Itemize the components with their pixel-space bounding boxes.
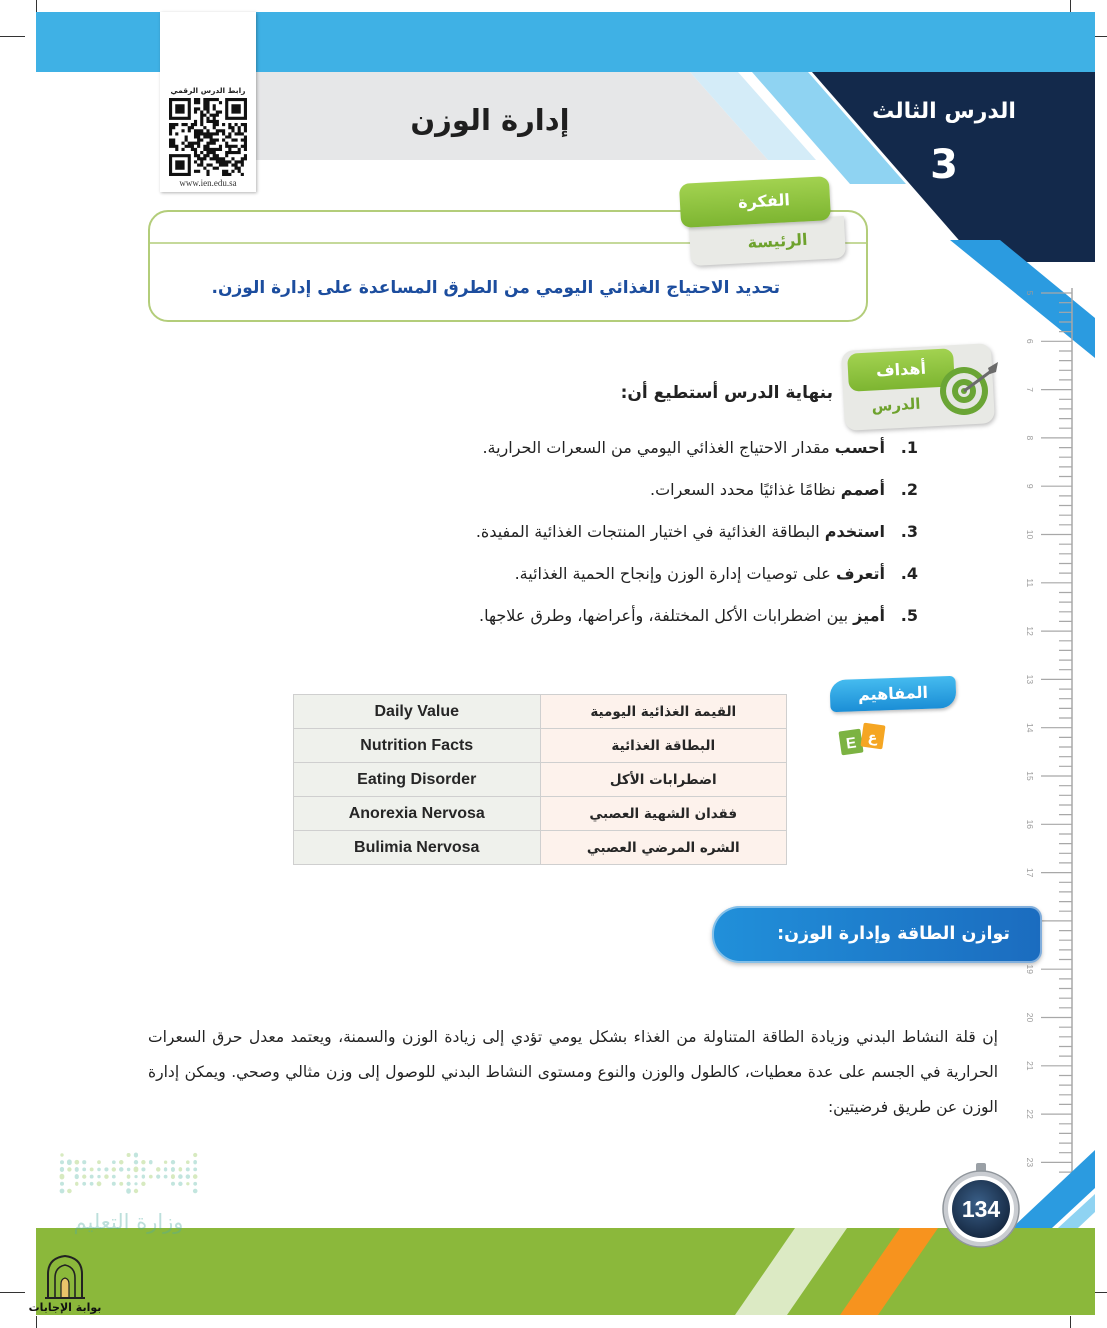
bilingual-terms-icon <box>838 722 896 760</box>
ruler-number: 5 <box>1025 290 1035 296</box>
term-ar: الشره المرضي العصبي <box>540 831 787 865</box>
objectives-intro: بنهاية الدرس أستطيع أن: <box>620 383 833 403</box>
ruler-number: 23 <box>1025 1157 1035 1168</box>
qr-card <box>160 12 256 192</box>
ruler-number: 19 <box>1025 964 1035 974</box>
logo-dots <box>60 1153 198 1193</box>
term-en: Eating Disorder <box>294 763 541 797</box>
term-en: Bulimia Nervosa <box>294 831 541 865</box>
objective-item <box>300 560 918 602</box>
icon-ar-letter: ع <box>866 729 879 747</box>
objective-item <box>300 602 918 644</box>
objective-content <box>650 476 885 518</box>
ruler-number: 21 <box>1025 1061 1035 1071</box>
logo-dots <box>60 1152 198 1193</box>
lesson-label: الدرس الثالث <box>872 99 1016 124</box>
table-row <box>294 831 787 865</box>
page-number-badge <box>940 1163 1022 1249</box>
qr-caption: رابط الدرس الرقمي <box>170 86 246 95</box>
objective-verb: استخدم <box>824 522 885 541</box>
icon-en-letter: E <box>845 734 858 753</box>
table-row <box>294 695 787 729</box>
page-title: إدارة الوزن <box>410 103 570 137</box>
ruler-number: 14 <box>1025 722 1035 733</box>
ruler <box>1015 280 1085 1185</box>
table-row <box>294 729 787 763</box>
table-row <box>294 797 787 831</box>
ruler-number: 9 <box>1025 483 1035 489</box>
objective-text: البطاقة الغذائية في اختيار المنتجات الغذائية المفيدة. <box>475 522 820 541</box>
objectives-badge-bottom: الدرس <box>871 394 921 416</box>
arch-door <box>61 1278 69 1298</box>
objective-verb: أصمم <box>840 480 885 499</box>
footer-band <box>36 1228 1095 1315</box>
objective-verb: أتعرف <box>835 564 885 583</box>
objective-text: بين اضطرابات الأكل المختلفة، وأعراضها، وطرق علاجها. <box>479 606 849 625</box>
objective-content <box>515 560 885 602</box>
term-en: Nutrition Facts <box>294 729 541 763</box>
objective-content <box>476 518 885 560</box>
ruler-number: 8 <box>1025 435 1035 441</box>
term-ar: اضطرابات الأكل <box>540 763 787 797</box>
term-en: Daily Value <box>294 695 541 729</box>
ruler-number: 17 <box>1025 867 1035 878</box>
objective-number: 5. <box>900 606 918 625</box>
qr-code <box>169 98 247 176</box>
objective-content <box>482 434 885 476</box>
portal-wordmark: بوابة الإجابات <box>28 1301 102 1314</box>
objective-text: مقدار الاحتياج الغذائي اليومي من السعرات الحرارية. <box>482 438 830 457</box>
ruler-number: 11 <box>1025 578 1035 588</box>
arrow-feather <box>988 362 998 374</box>
objective-text: نظامًا غذائيًا محدد السعرات. <box>650 480 836 499</box>
main-idea-text: تحديد الاحتياج الغذائي اليومي من الطرق المساعدة على إدارة الوزن. <box>211 278 780 298</box>
term-en: Anorexia Nervosa <box>294 797 541 831</box>
objective-number: 1. <box>900 438 918 457</box>
main-idea-tab-top: الفكرة <box>679 176 831 228</box>
objective-item <box>300 476 918 518</box>
lesson-number: 3 <box>930 142 958 188</box>
section-heading: توازن الطاقة وإدارة الوزن: <box>777 924 1010 944</box>
qr-site-url: www.ien.edu.sa <box>179 178 237 188</box>
ministry-logo-dots <box>58 1150 203 1200</box>
objective-text: على توصيات إدارة الوزن وإنجاح الحمية الغذائية. <box>514 564 831 583</box>
ruler-number: 13 <box>1025 674 1035 685</box>
objective-item <box>300 434 918 476</box>
objective-verb: أحسب <box>834 438 885 457</box>
ruler-number: 15 <box>1025 771 1035 781</box>
term-ar: القيمة الغذائية اليومية <box>540 695 787 729</box>
table-row <box>294 763 787 797</box>
section-paragraph: إن قلة النشاط البدني وزيادة الطاقة المتناولة من الغذاء بشكل يومي تؤدي إلى زيادة الوزن والسمنة، ويعتمد معدل حرق السعرات الحرارية في الجسم على عدة معطيات، كالطول والوزن والنوع ومستوى النشاط البدني للوصول إلى وزن مثالي وصحي. ويمكن إدارة الوزن عن طريق فرضيتين: <box>148 1028 998 1116</box>
objectives-badge-top: أهداف <box>847 348 955 391</box>
objective-content <box>479 602 885 644</box>
objective-verb: أميز <box>853 606 885 625</box>
section-heading-pill <box>712 906 1042 963</box>
ruler-numbers <box>1025 291 1035 1168</box>
ruler-number: 6 <box>1025 338 1035 344</box>
ruler-number: 20 <box>1025 1012 1035 1023</box>
ruler-ticks <box>1041 293 1072 1172</box>
concepts-badge: المفاهيم <box>829 676 956 712</box>
ruler-number: 7 <box>1025 387 1035 392</box>
ruler-number: 22 <box>1025 1109 1035 1119</box>
term-ar: البطاقة الغذائية <box>540 729 787 763</box>
target-icon <box>938 360 1000 418</box>
main-idea-tab-bottom: الرئيسة <box>689 216 846 266</box>
qr-code-modules <box>169 98 247 176</box>
objective-number: 3. <box>900 522 918 541</box>
ruler-number: 16 <box>1025 819 1035 830</box>
objective-number: 4. <box>900 564 918 583</box>
page-number: 134 <box>961 1196 1001 1222</box>
objective-number: 2. <box>900 480 918 499</box>
ruler-number: 10 <box>1025 529 1035 540</box>
ministry-wordmark: وزارة التعليم <box>73 1210 184 1234</box>
objective-item <box>300 518 918 560</box>
ruler-number: 12 <box>1025 626 1035 636</box>
concepts-table <box>293 694 787 865</box>
term-ar: فقدان الشهية العصبي <box>540 797 787 831</box>
gateway-arch-icon <box>44 1254 86 1300</box>
objectives-list <box>300 434 918 644</box>
